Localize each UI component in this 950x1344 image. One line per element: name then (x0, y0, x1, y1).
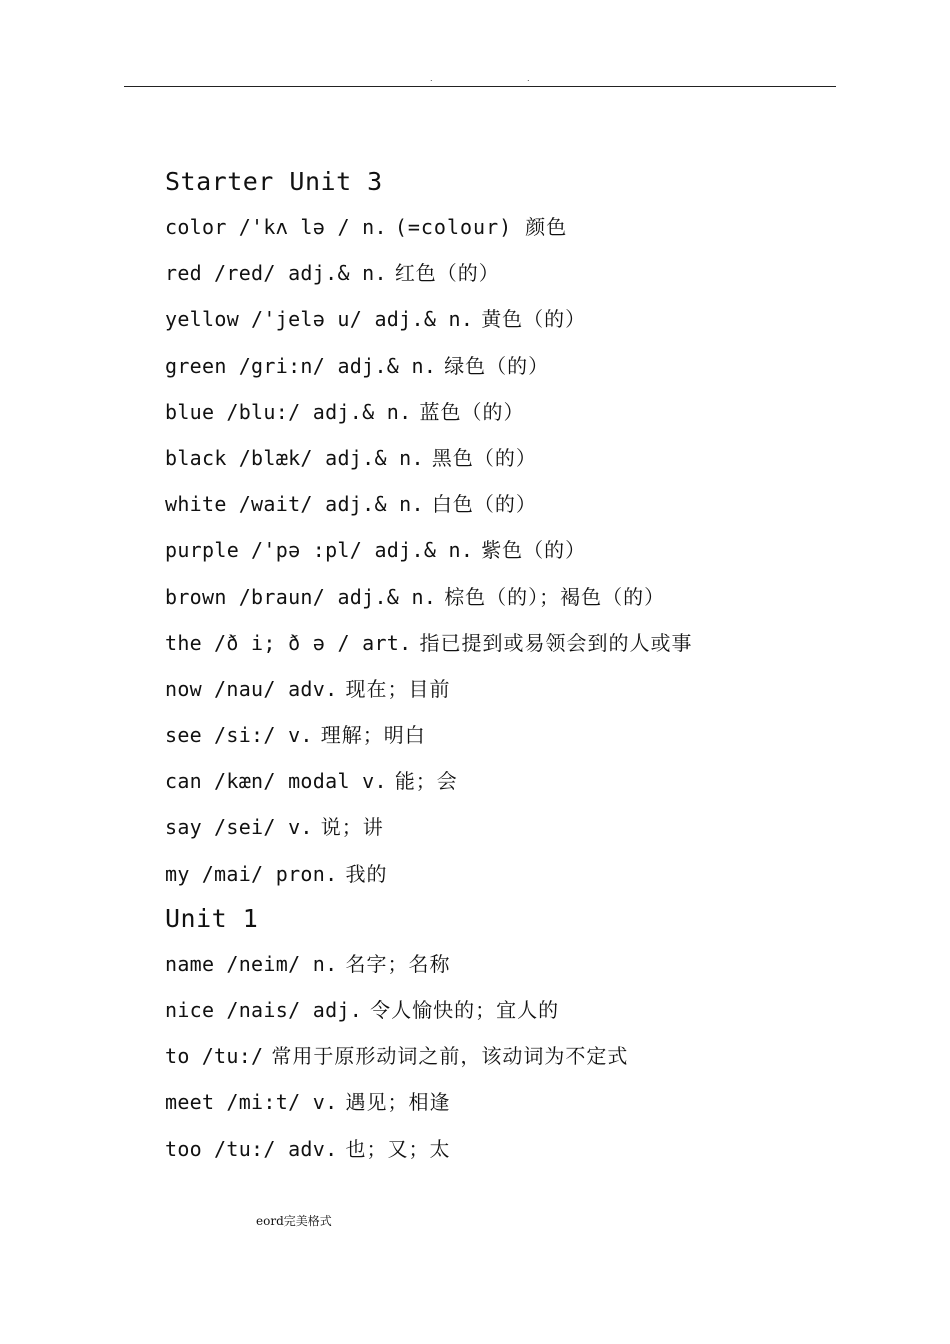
entry-phonetic: /'jelə u/ adj.& n. (251, 307, 474, 332)
vocab-entry (165, 527, 845, 573)
vocab-entry (165, 758, 845, 804)
vocab-entry (165, 1033, 845, 1079)
vocab-entry (165, 1079, 845, 1125)
entry-word: white (165, 492, 227, 517)
entry-word: blue (165, 399, 215, 424)
vocab-entry (165, 1126, 845, 1172)
entry-phonetic: /neim/ n. (226, 951, 338, 976)
entry-word: black (165, 445, 227, 470)
entry-word: name (165, 951, 215, 976)
entry-word: nice (165, 998, 215, 1022)
vocab-entry (165, 620, 845, 666)
header-dots (0, 74, 950, 84)
vocab-entry (165, 343, 845, 389)
entry-phonetic: /blæk/ adj.& n. (238, 445, 424, 470)
entry-meaning: 说；讲 (320, 815, 384, 840)
vocab-entry (165, 389, 845, 435)
entry-word: yellow (165, 307, 240, 332)
footer-text: eord完美格式 (256, 1214, 332, 1228)
entry-word: say (165, 815, 203, 840)
vocab-entry (165, 250, 845, 296)
entry-phonetic: /sei/ v. (214, 815, 313, 840)
entry-word: see (165, 723, 203, 748)
section-heading: Starter Unit 3 (165, 167, 383, 196)
entry-word: now (165, 676, 203, 701)
vocab-entry (165, 481, 845, 527)
entry-word: green (165, 353, 227, 378)
vocab-entry (165, 804, 845, 850)
entry-word: red (165, 261, 203, 286)
entry-meaning: 绿色（的） (444, 353, 550, 378)
entry-meaning: 我的 (345, 861, 388, 886)
entry-phonetic: /nau/ adv. (214, 676, 338, 701)
entry-phonetic: /si:/ v. (214, 723, 313, 748)
entry-phonetic: /red/ adj.& n. (214, 261, 387, 286)
entry-meaning: 遇见；相逢 (345, 1090, 451, 1115)
entry-word: to (165, 1044, 190, 1069)
entry-phonetic: /ð i; ð ə / art. (214, 630, 412, 655)
entry-meaning: 白色（的） (431, 492, 537, 517)
entry-phonetic: /mi:t/ v. (226, 1090, 338, 1115)
entry-word: the (165, 630, 203, 655)
entry-phonetic: /tu:/ adv. (214, 1136, 338, 1161)
entry-phonetic: /wait/ adj.& n. (238, 492, 424, 517)
entry-meaning: 黑色（的） (431, 445, 537, 470)
vocab-entry (165, 574, 845, 620)
entry-meaning: 指已提到或易领会到的人或事 (419, 630, 693, 655)
entry-meaning: 现在；目前 (345, 676, 451, 701)
entry-phonetic: /kæn/ modal v. (214, 769, 387, 794)
entry-word: color (165, 215, 227, 239)
vocab-entry (165, 666, 845, 712)
entry-phonetic: /blu:/ adj.& n. (226, 399, 412, 424)
vocab-entry (165, 851, 845, 897)
entry-phonetic: /mai/ pron. (201, 861, 338, 886)
entry-meaning: 常用于原形动词之前，该动词为不定式 (271, 1044, 629, 1069)
entry-phonetic: /'kʌ lə / n. (238, 215, 387, 239)
vocab-entry (165, 941, 845, 987)
entry-meaning: 令人愉快的；宜人的 (370, 998, 560, 1022)
document-body (165, 160, 845, 1172)
entry-word: my (165, 861, 190, 886)
entry-phonetic: /'pə :pl/ adj.& n. (251, 538, 474, 563)
entry-word: meet (165, 1090, 215, 1115)
header-dot: . (527, 74, 530, 83)
entry-word: too (165, 1136, 203, 1161)
entry-phonetic: /gri:n/ adj.& n. (238, 353, 437, 378)
entry-meaning: 也；又；太 (345, 1136, 451, 1161)
entry-phonetic: /tu:/ (201, 1044, 264, 1069)
entry-meaning: 理解；明白 (320, 723, 426, 748)
vocab-entry (165, 204, 845, 250)
section-heading: Unit 1 (165, 903, 259, 933)
entry-word: brown (165, 584, 227, 609)
entry-meaning: (=colour) 颜色 (394, 215, 568, 239)
vocab-entry (165, 712, 845, 758)
entry-phonetic: /braun/ adj.& n. (238, 584, 437, 609)
entry-meaning: 紫色（的） (481, 538, 587, 563)
entry-meaning: 蓝色（的） (419, 399, 525, 424)
entry-word: purple (165, 538, 240, 563)
header-rule (124, 86, 836, 87)
entry-meaning: 红色（的） (394, 261, 500, 286)
vocab-entry (165, 987, 845, 1033)
entry-meaning: 黄色（的） (481, 307, 587, 332)
vocab-entry (165, 435, 845, 481)
entry-word: can (165, 769, 203, 794)
entry-meaning: 名字；名称 (345, 951, 451, 976)
entry-meaning: 能；会 (394, 769, 458, 794)
header-dot: . (430, 74, 433, 83)
entry-meaning: 棕色（的）；褐色（的） (444, 584, 666, 609)
vocab-entry (165, 296, 845, 342)
entry-phonetic: /nais/ adj. (226, 998, 363, 1022)
